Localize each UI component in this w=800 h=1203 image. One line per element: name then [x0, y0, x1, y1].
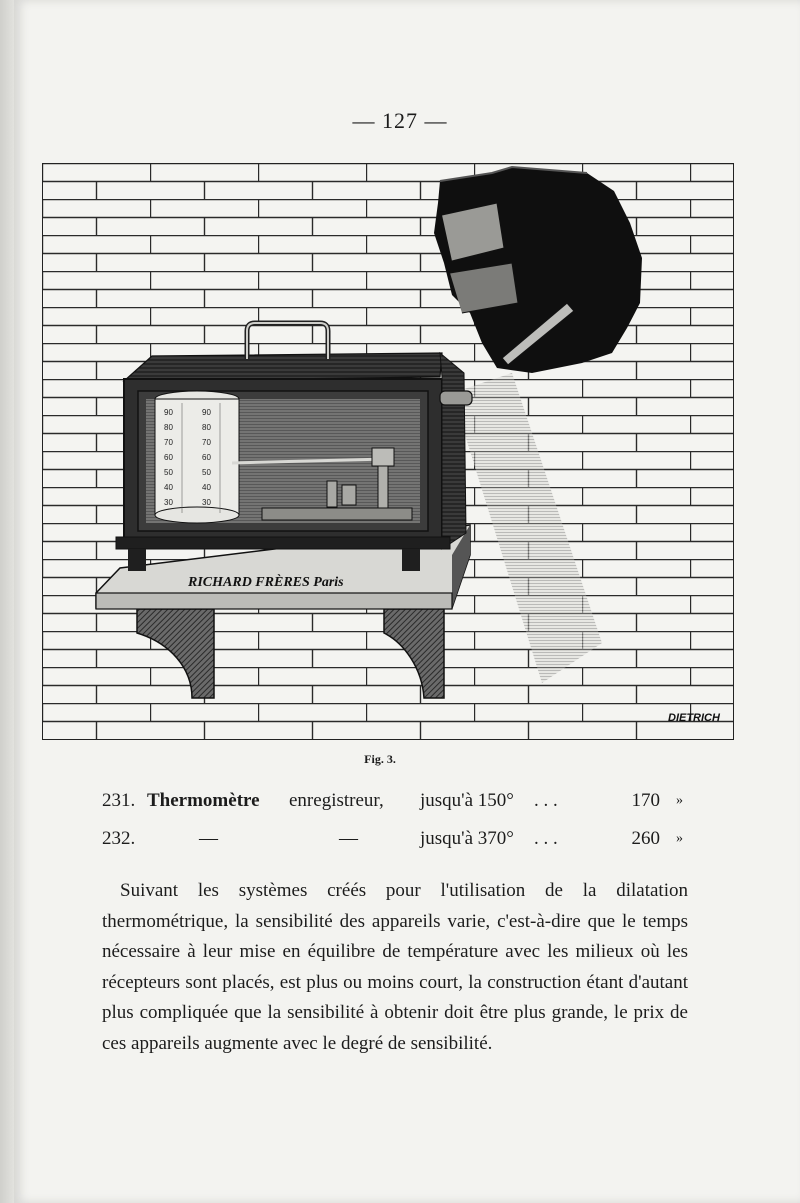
drum-scale-label: 90: [202, 408, 211, 417]
maker-plate-text: RICHARD FRÈRES Paris: [188, 575, 344, 590]
drum-scale-label: 60: [164, 453, 173, 462]
drum-scale-label: 70: [202, 438, 211, 447]
item-description: enregistreur,: [289, 790, 384, 811]
item-currency: »: [676, 793, 683, 808]
price-list: [102, 790, 702, 866]
item-currency: »: [676, 831, 683, 846]
item-price: 170: [631, 790, 660, 811]
item-leader: . . .: [534, 790, 558, 811]
engraver-signature: DIETRICH: [668, 712, 720, 724]
drum-scale-label: 80: [202, 423, 211, 432]
price-item: [102, 828, 702, 866]
drum-scale-label: 50: [164, 468, 173, 477]
ditto-mark: —: [339, 828, 358, 849]
item-number: 232.: [102, 828, 136, 849]
drum-scale-label: 90: [164, 408, 173, 417]
drum-scale-label: 30: [202, 498, 211, 507]
body-paragraph: Suivant les systèmes créés pour l'utilisation de la dilatation thermométrique, la sensibilité des appareils varie, c'est-à-dire que le temps nécessaire à leur mise en équilibre de température avec les milieux où les récepteurs sont placés, est plus ou moins court, la construction étant d'autant plus compliquée que la sensibilité à obtenir doit être plus grande, le prix de ces appareils augmente avec le degré de sensibilité.: [102, 880, 688, 1054]
ditto-mark: —: [199, 828, 218, 849]
drum-scale-label: 30: [164, 498, 173, 507]
thermograph-engraving: [42, 163, 734, 740]
item-range: jusqu'à 150°: [420, 790, 514, 811]
item-leader: . . .: [534, 828, 558, 849]
item-range: jusqu'à 370°: [420, 828, 514, 849]
page-number: — 127 —: [352, 108, 448, 133]
drum-scale-label: 70: [164, 438, 173, 447]
drum-scale-label: 50: [202, 468, 211, 477]
drum-scale-label: 80: [164, 423, 173, 432]
drum-scale-label: 40: [164, 483, 173, 492]
item-price: 260: [631, 828, 660, 849]
price-item: [102, 790, 702, 828]
figure-caption: Fig. 3.: [364, 752, 396, 766]
engraving-figure: [42, 163, 734, 740]
book-gutter: [0, 0, 14, 1203]
item-name: Thermomètre: [147, 790, 260, 811]
drum-scale-label: 60: [202, 453, 211, 462]
item-number: 231.: [102, 790, 136, 811]
drum-scale-label: 40: [202, 483, 211, 492]
